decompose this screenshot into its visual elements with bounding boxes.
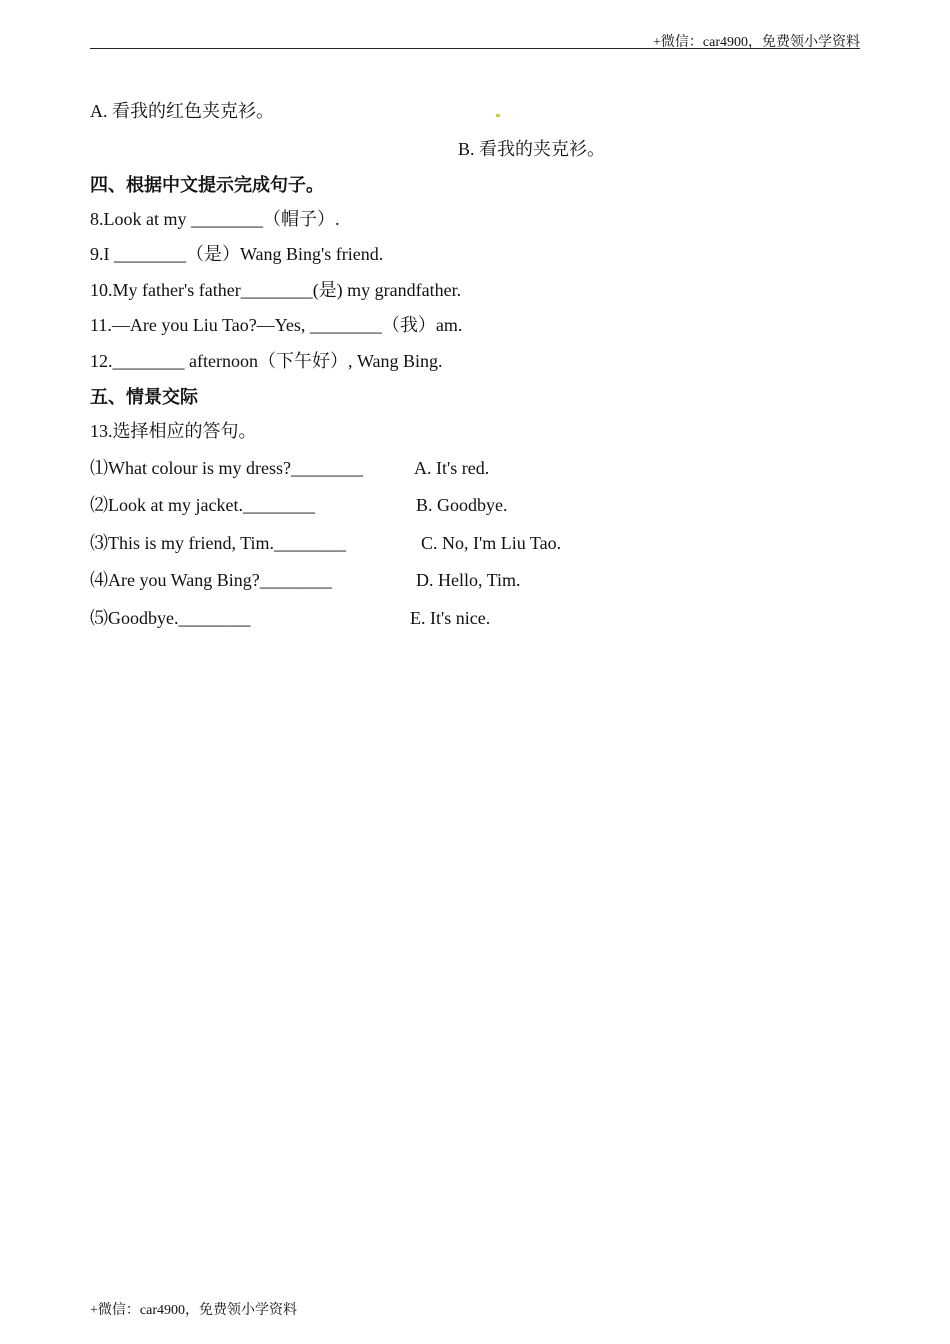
footer-watermark: +微信：car4900，免费领小学资料 xyxy=(90,1303,297,1318)
fill-item-12: 12.________ afternoon（下午好）, Wang Bing. xyxy=(90,351,443,371)
section-5-instruction: 13.选择相应的答句。 xyxy=(90,421,257,441)
option-b: B. 看我的夹克衫。 xyxy=(458,139,606,159)
question-1: ⑴What colour is my dress?________ xyxy=(90,458,363,478)
answer-a: A. It's red. xyxy=(414,458,490,478)
question-5: ⑸Goodbye.________ xyxy=(90,608,251,628)
fill-item-9: 9.I ________（是）Wang Bing's friend. xyxy=(90,244,384,264)
question-2: ⑵Look at my jacket.________ xyxy=(90,495,315,515)
answer-b: B. Goodbye. xyxy=(416,495,508,515)
fill-item-8: 8.Look at my ________（帽子）. xyxy=(90,209,340,229)
option-a: A. 看我的红色夹克衫。 xyxy=(90,101,274,121)
fill-item-11: 11.—Are you Liu Tao?—Yes, ________（我）am. xyxy=(90,315,463,335)
header-watermark: +微信：car4900，免费领小学资料 xyxy=(653,35,860,50)
section-5-title: 五、情景交际 xyxy=(90,387,198,407)
question-4: ⑷Are you Wang Bing?________ xyxy=(90,570,332,590)
section-4-title: 四、根据中文提示完成句子。 xyxy=(90,175,324,195)
header-rule xyxy=(90,48,860,49)
answer-c: C. No, I'm Liu Tao. xyxy=(421,533,562,553)
answer-e: E. It's nice. xyxy=(410,608,491,628)
speck-mark xyxy=(496,114,500,117)
fill-item-10: 10.My father's father________(是) my grandfather. xyxy=(90,280,462,300)
question-3: ⑶This is my friend, Tim.________ xyxy=(90,533,347,553)
answer-d: D. Hello, Tim. xyxy=(416,570,521,590)
